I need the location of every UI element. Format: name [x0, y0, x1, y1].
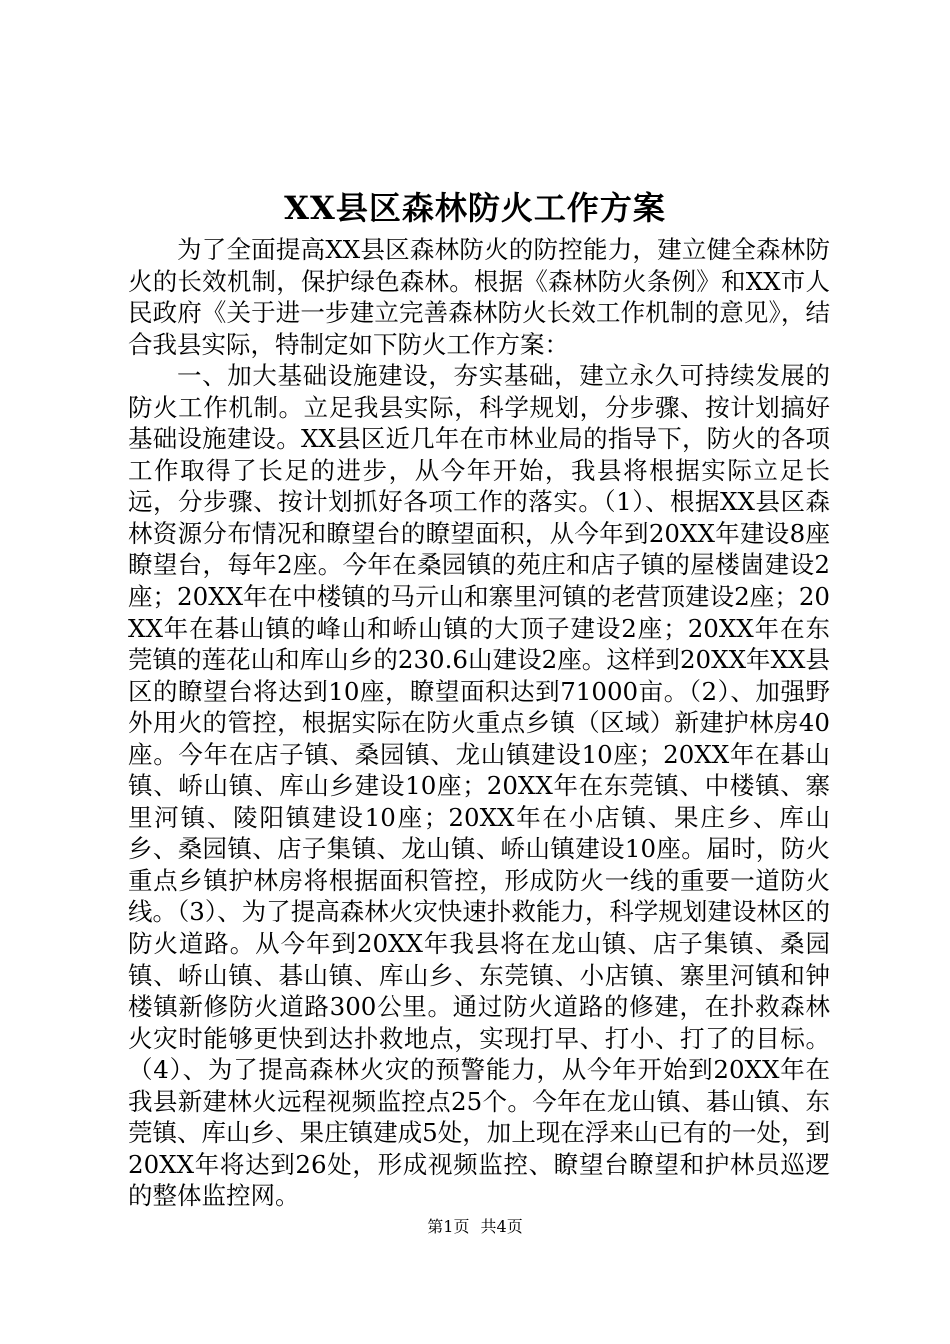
document-title: XX县区森林防火工作方案 — [284, 189, 666, 227]
page-footer — [0, 1217, 950, 1237]
page-number: 第1页 — [427, 1217, 470, 1236]
intro-paragraph: 为了全面提高XX县区森林防火的防控能力，建立健全森林防火的长效机制，保护绿色森林。根据《森林防火条例》和XX市人民政府《关于进一步建立完善森林防火长效工作机制的意见》，结合我县实际，特制定如下防火工作方案： — [128, 235, 830, 359]
total-pages: 共4页 — [480, 1217, 523, 1236]
document-body — [128, 234, 830, 1212]
section-one-paragraph: 一、加大基础设施建设，夯实基础，建立永久可持续发展的防火工作机制。立足我县实际，科学规划，分步骤、按计划搞好基础设施建设。XX县区近几年在市林业局的指导下，防火的各项工作取得了长足的进步，从今年开始，我县将根据实际立足长远，分步骤、按计划抓好各项工作的落实。（1）、根据XX县区森林资源分布情况和瞭望台的瞭望面积，从今年到20XX年建设8座瞭望台，每年2座。今年在桑园镇的苑庄和店子镇的屋楼崮建设2座；20XX年在中楼镇的马亓山和寨里河镇的老营顶建设2座；20XX年在碁山镇的峰山和峤山镇的大顶子建设2座；20XX年在东莞镇的莲花山和库山乡的230.6山建设2座。这样到20XX年XX县区的瞭望台将达到10座，瞭望面积达到71000亩。（2）、加强野外用火的管控，根据实际在防火重点乡镇（区域）新建护林房40座。今年在店子镇、桑园镇、龙山镇建设10座；20XX年在碁山镇、峤山镇、库山乡建设10座；20XX年在东莞镇、中楼镇、寨里河镇、陵阳镇建设10座；20XX年在小店镇、果庄乡、库山乡、桑园镇、店子集镇、龙山镇、峤山镇建设10座。届时，防火重点乡镇护林房将根据面积管控，形成防火一线的重要一道防火线。（3）、为了提高森林火灾快速扑救能力，科学规划建设林区的防火道路。从今年到20XX年我县将在龙山镇、店子集镇、桑园镇、峤山镇、碁山镇、库山乡、东莞镇、小店镇、寨里河镇和钟楼镇新修防火道路300公里。通过防火道路的修建，在扑救森林火灾时能够更快到达扑救地点，实现打早、打小、打了的目标。（4）、为了提高森林火灾的预警能力，从今年开始到20XX年在我县新建林火远程视频监控点25个。今年在龙山镇、碁山镇、东莞镇、库山乡、果庄镇建成5处，加上现在浮来山已有的一处，到20XX年将达到26处，形成视频监控、瞭望台瞭望和护林员巡逻的整体监控网。 — [128, 361, 830, 1211]
